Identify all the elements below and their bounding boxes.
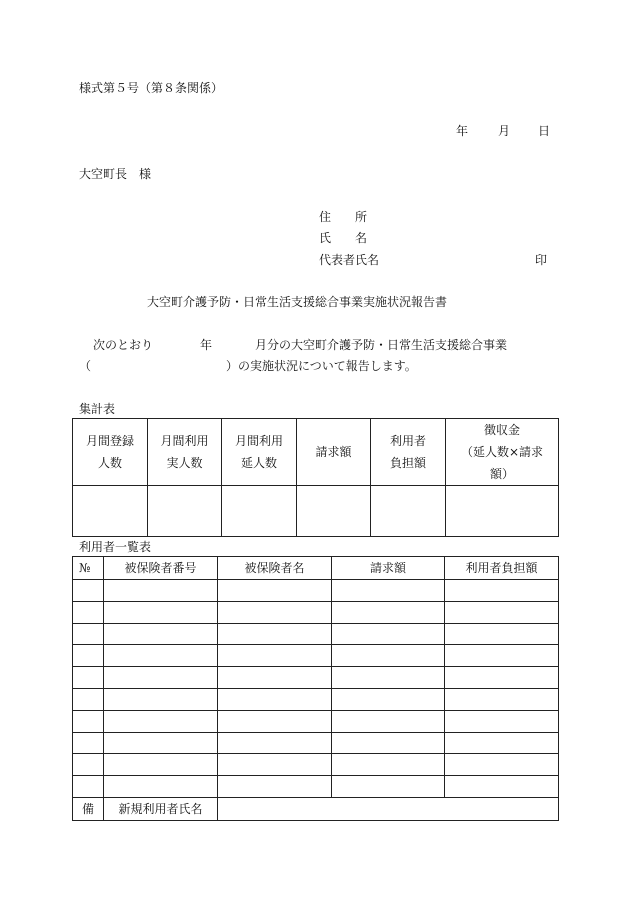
date-month: 月 [498,124,511,138]
table-cell[interactable] [332,688,445,710]
table-cell[interactable] [332,623,445,645]
table-cell[interactable] [218,732,332,754]
user-list-label: 利用者一覧表 [79,540,152,554]
table-cell[interactable] [332,667,445,689]
new-users-label: 新規利用者氏名 [104,798,218,821]
table-cell[interactable] [73,776,104,798]
address-label: 住 所 [319,210,368,224]
header-monthly-total-users: 月間利用 延人数 [222,419,297,486]
name-label: 氏 名 [319,231,368,245]
table-cell[interactable] [73,688,104,710]
date-day: 日 [538,124,551,138]
body-line1-rest: 月分の大空町介護予防・日常生活支援総合事業 [255,338,508,352]
table-cell[interactable] [332,776,445,798]
value-monthly-total-users[interactable] [222,486,297,537]
summary-table [72,418,559,537]
table-cell[interactable] [445,776,559,798]
table-cell[interactable] [445,732,559,754]
addressee: 大空町長 様 [79,167,152,181]
table-cell[interactable] [445,645,559,667]
table-cell[interactable] [332,601,445,623]
header-user-burden-amount: 利用者負担額 [445,557,559,580]
representative-label: 代表者氏名 [319,253,380,267]
table-row [73,645,559,667]
table-cell[interactable] [445,623,559,645]
table-cell[interactable] [104,710,218,732]
table-row [73,732,559,754]
header-insured-name: 被保険者名 [218,557,332,580]
table-row [73,623,559,645]
table-cell[interactable] [332,732,445,754]
table-cell[interactable] [73,623,104,645]
table-cell[interactable] [218,688,332,710]
new-users-field[interactable] [218,798,559,821]
value-billing-amount[interactable] [297,486,371,537]
date-year: 年 [456,124,469,138]
body-line1-year: 年 [200,338,213,352]
header-insured-number: 被保険者番号 [104,557,218,580]
table-cell[interactable] [445,688,559,710]
table-cell[interactable] [445,601,559,623]
table-row [73,667,559,689]
table-cell[interactable] [73,580,104,602]
header-monthly-actual-users: 月間利用 実人数 [148,419,222,486]
table-row [73,580,559,602]
value-user-burden[interactable] [371,486,446,537]
table-cell[interactable] [104,732,218,754]
header-billing-amount: 請求額 [297,419,371,486]
table-row [73,601,559,623]
body-line2-open: （ [79,359,92,373]
body-line2-close: ）の実施状況について報告します。 [226,359,417,373]
table-cell[interactable] [104,754,218,776]
table-cell[interactable] [332,754,445,776]
summary-label: 集計表 [79,402,116,416]
table-cell[interactable] [445,580,559,602]
table-cell[interactable] [104,645,218,667]
table-cell[interactable] [218,754,332,776]
table-row [73,776,559,798]
table-cell[interactable] [104,601,218,623]
header-collection-amount: 徴収金 （延人数×請求 額） [446,419,559,486]
value-monthly-actual-users[interactable] [148,486,222,537]
table-cell[interactable] [332,710,445,732]
table-cell[interactable] [218,710,332,732]
seal-mark: 印 [535,253,548,267]
body-line1-prefix: 次のとおり [93,338,154,352]
table-cell[interactable] [73,645,104,667]
table-cell[interactable] [104,688,218,710]
table-cell[interactable] [332,580,445,602]
table-cell[interactable] [218,645,332,667]
table-cell[interactable] [104,623,218,645]
remarks-label: 備 [73,798,104,821]
header-monthly-registered: 月間登録 人数 [73,419,148,486]
document-title: 大空町介護予防・日常生活支援総合事業実施状況報告書 [147,295,448,309]
remarks-table [72,797,559,821]
table-cell[interactable] [445,710,559,732]
table-cell[interactable] [218,601,332,623]
table-row [73,754,559,776]
table-cell[interactable] [218,580,332,602]
table-cell[interactable] [445,667,559,689]
table-cell[interactable] [218,776,332,798]
table-cell[interactable] [104,776,218,798]
table-cell[interactable] [445,754,559,776]
table-cell[interactable] [218,623,332,645]
user-list-table [72,556,559,798]
table-cell[interactable] [218,667,332,689]
table-cell[interactable] [104,667,218,689]
table-cell[interactable] [73,710,104,732]
table-row [73,710,559,732]
table-cell[interactable] [73,732,104,754]
value-collection-amount[interactable] [446,486,559,537]
header-billing: 請求額 [332,557,445,580]
table-cell[interactable] [332,645,445,667]
form-number: 様式第５号（第８条関係） [79,81,224,95]
table-cell[interactable] [73,667,104,689]
header-user-burden: 利用者 負担額 [371,419,446,486]
header-number: № [73,557,104,580]
table-cell[interactable] [104,580,218,602]
table-cell[interactable] [73,754,104,776]
table-cell[interactable] [73,601,104,623]
value-monthly-registered[interactable] [73,486,148,537]
table-row [73,688,559,710]
